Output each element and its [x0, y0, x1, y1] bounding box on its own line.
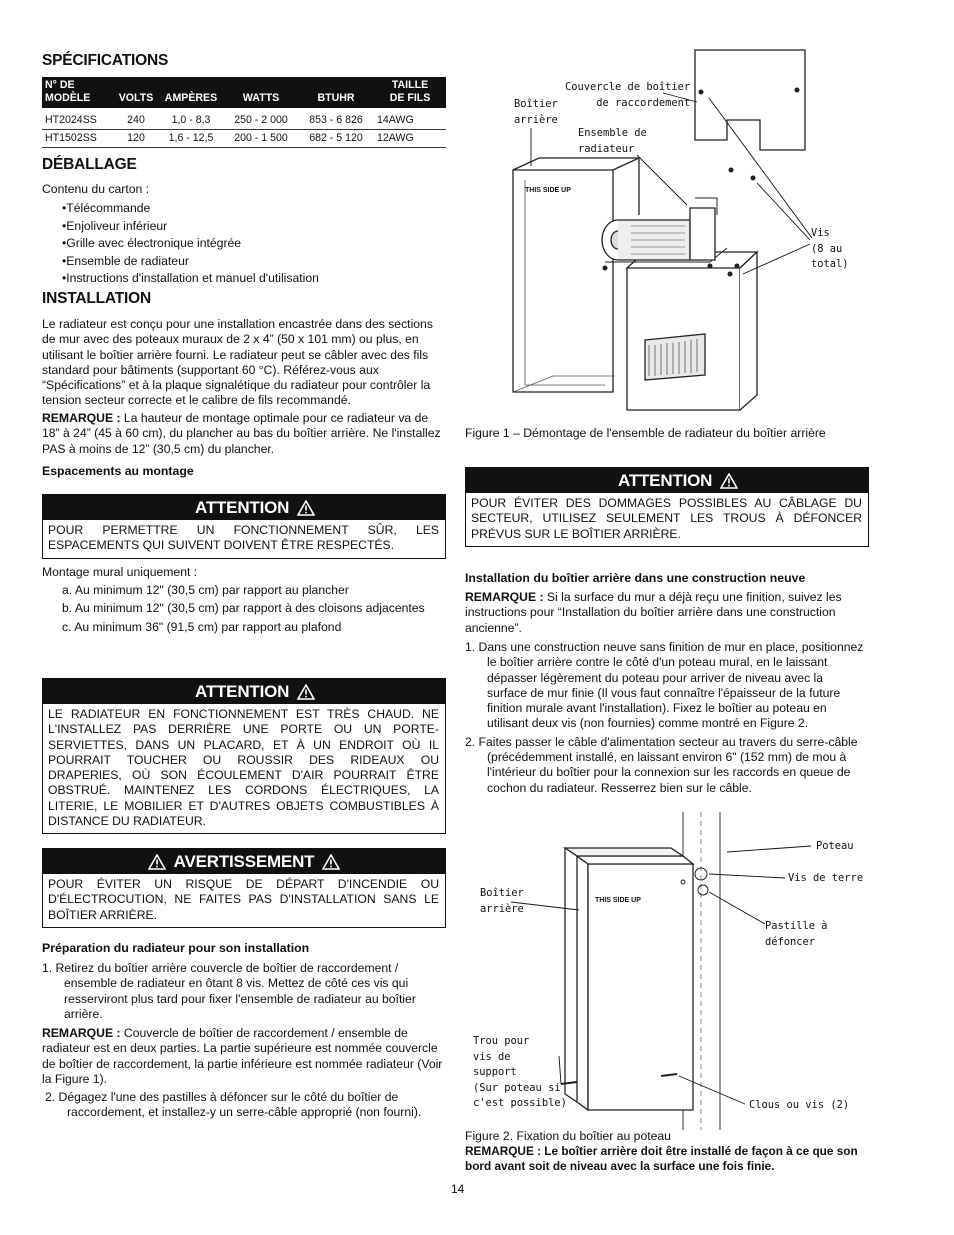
preparation-title: Préparation du radiateur pour son installation	[42, 941, 310, 955]
installation-remark: REMARQUE : La hauteur de montage optimale pour ce radiateur va de 18” à 24” (45 à 60 cm), du plancher au bas du boîtier arrière. Ne l'installez PAS à moins de 12” (30,5 cm) du plancher.	[42, 411, 441, 456]
label-back-box: Boîtier arrière	[514, 98, 558, 126]
figure-1	[465, 40, 869, 420]
list-item: • Enjoliveur inférieur	[62, 218, 319, 236]
list-item: 2. Faites passer le câble d'alimentation secteur au travers du serre-câble (précédemment installé, en laissant environ 6" (152 mm) de mou à l'intérieur du boîtier pour la connexion sur les raccords en queue de cochon du radiateur. Resserrez bien sur le câble.	[465, 734, 858, 795]
warning-header: AVERTISSEMENT	[43, 849, 445, 874]
figure-2-caption: Figure 2. Fixation du boîtier au poteau	[465, 1129, 671, 1143]
attention-box-hot	[42, 678, 446, 834]
attention-box-wiring	[465, 467, 869, 547]
warning-triangle-icon	[297, 500, 315, 516]
figure-1-caption: Figure 1 – Démontage de l'ensemble de radiateur du boîtier arrière	[465, 426, 826, 440]
col-amps: AMPÈRES	[164, 92, 218, 104]
label-back-box: Boîtier arrière	[480, 887, 524, 915]
specs-title: SPÉCIFICATIONS	[42, 52, 169, 69]
col-btuhr: BTUHR	[317, 92, 355, 104]
warning-triangle-icon	[322, 854, 340, 870]
label-heater-assembly: Ensemble de radiateur	[578, 127, 647, 155]
list-item: • Instructions d'installation et manuel d'utilisation	[62, 270, 319, 288]
warning-triangle-icon	[148, 854, 166, 870]
new-construction-title: Installation du boîtier arrière dans une construction neuve	[465, 571, 806, 585]
mounting-intro: Montage mural uniquement :	[42, 565, 198, 579]
figure-2-remark: REMARQUE : Le boîtier arrière doit être installé de façon à ce que son bord avant soit de niveau avec la surface une fois finie.	[465, 1144, 858, 1174]
list-item: a. Au minimum 12" (30,5 cm) par rapport au plancher	[62, 583, 349, 597]
list-item: 2. Dégagez l'une des pastilles à défoncer sur le côté du boîtier de raccordement, et installez-y un serre-câble approprié (non fourni).	[45, 1090, 422, 1120]
attention-text: POUR ÉVITER DES DOMMAGES POSSIBLES AU CÂBLAGE DU SECTEUR, UTILISEZ SEULEMENT LES TROUS À DÉFONCER PRÉVUS SUR LE BOÎTIER ARRIÈRE.	[471, 496, 862, 541]
unpacking-intro: Contenu du carton :	[42, 182, 150, 196]
label-screws: Vis (8 au total)	[811, 227, 849, 270]
mounting-list	[62, 583, 432, 635]
installation-paragraph: Le radiateur est conçu pour une installation encastrée dans des sections de mur avec des poteaux muraux de 2 x 4” (50 x 101 mm) ou plus, en utilisant le boîtier arrière fourni. Le radiateur peut se câbler avec des fils standard pour bâtiments (supportant 60 °C). Référez-vous aux “Spécifications” et à la plaque signalétique du radiateur pour contrôler la tension secteur correcte et le calibre de fils recommandé.	[42, 317, 433, 408]
col-model: N° DE MODÈLE	[45, 79, 91, 104]
label-knockout: Pastille à défoncer	[765, 920, 828, 948]
warning-triangle-icon	[720, 473, 738, 489]
label-junction-cover: Couvercle de boîtier de raccordement	[565, 81, 691, 109]
attention-text: POUR PERMETTRE UN FONCTIONNEMENT SÛR, LES ESPACEMENTS QUI SUIVENT DOIVENT ÊTRE RESPECTÉS.	[48, 523, 439, 553]
list-item: b. Au minimum 12" (30,5 cm) par rapport à des cloisons adjacentes	[62, 601, 425, 616]
new-construction-steps	[465, 640, 865, 796]
table-row: HT1502SS 120 1,6 - 12,5 200 - 1 500 682 - 5 120 12AWG	[42, 130, 446, 148]
preparation-steps-2	[45, 1090, 445, 1121]
list-item: • Ensemble de radiateur	[62, 253, 319, 271]
specs-header-row	[42, 77, 446, 108]
page-number: 14	[451, 1182, 465, 1196]
this-side-up-stamp: THIS SIDE UP	[595, 897, 641, 904]
list-item: 1. Dans une construction neuve sans finition de mur en place, positionnez le boîtier arrière contre le côté d'un poteau mural, en le laissant dépasser légèrement du poteau pour arriver de niveau avec la surface de mur finie (Il vous faut connaître l'épaisseur de la future finition murale avant l'installation). Fixez le boîtier au poteau en utilisant deux vis (non fournies) comme montré en Figure 2.	[465, 640, 864, 731]
table-row: HT2024SS 240 1,0 - 8,3 250 - 2 000 853 - 6 826 14AWG	[42, 108, 446, 130]
list-item: • Grille avec électronique intégrée	[62, 235, 319, 253]
preparation-remark: REMARQUE : Couvercle de boîtier de raccordement / ensemble de radiateur est en deux parties. La partie supérieure est nommée couvercle de boîtier de raccordement, la partie inférieure est nommée radiateur (Voir la Figure 1).	[42, 1026, 443, 1086]
attention-header: ATTENTION	[466, 468, 868, 493]
col-watts: WATTS	[242, 92, 280, 104]
installation-title: INSTALLATION	[42, 290, 151, 307]
figure-2	[465, 812, 869, 1130]
new-construction-remark: REMARQUE : Si la surface du mur a déjà reçu une finition, suivez les instructions pour “Installation du boîtier arrière dans une construction ancienne”.	[465, 590, 842, 635]
warning-triangle-icon	[297, 684, 315, 700]
attention-box-clearances	[42, 494, 446, 559]
specs-table	[42, 77, 446, 148]
preparation-steps	[42, 961, 442, 1022]
unpacking-title: DÉBALLAGE	[42, 156, 137, 173]
contents-list	[62, 200, 319, 288]
warning-text: POUR ÉVITER UN RISQUE DE DÉPART D'INCENDIE OU D'ÉLECTROCUTION, NE FAITES PAS D'INSTALLATION SANS LE BOÎTIER ARRIÈRE.	[48, 877, 439, 922]
list-item: 1. Retirez du boîtier arrière couvercle de boîtier de raccordement / ensemble de radiateur en ôtant 8 vis. Mettez de côté ces vis qui resserviront plus tard pour fixer l'ensemble de radiateur au boîtier arrière.	[42, 961, 416, 1021]
label-stud: Poteau	[816, 840, 854, 852]
label-support-hole: Trou pour vis de support (Sur poteau si c'est possible)	[473, 1035, 567, 1109]
label-nails: Clous ou vis (2)	[749, 1099, 850, 1111]
junction-cover-outline	[695, 50, 805, 150]
attention-header: ATTENTION	[43, 495, 445, 520]
attention-header: ATTENTION	[43, 679, 445, 704]
col-volts: VOLTS	[118, 92, 154, 104]
label-ground-screw: Vis de terre	[788, 872, 864, 884]
back-box-outline	[513, 170, 613, 392]
col-wire: TAILLE DE FILS	[389, 79, 431, 104]
attention-text: LE RADIATEUR EN FONCTIONNEMENT EST TRÈS CHAUD. NE L'INSTALLEZ PAS DERRIÈRE UNE PORTE OU UN PORTE-SERVIETTES, DANS UN PLACARD, ET À UN ENDROIT OÙ IL POURRAIT TOUCHER OU ROUSSIR DES RIDEAUX OU DRAPERIES, OÙ SON ÉCOULEMENT D'AIR POURRAIT ÊTRE OBSTRUÉ. MAINTENEZ LES CORDONS ÉLECTRIQUES, LA LITERIE, LE MOBILIER ET D'AUTRES OBJETS COMBUSTIBLES À DISTANCE DU RADIATEUR.	[48, 707, 439, 829]
list-item: • Télécommande	[62, 200, 319, 218]
warning-box	[42, 848, 446, 928]
clearances-title: Espacements au montage	[42, 464, 194, 478]
this-side-up-stamp: THIS SIDE UP	[525, 187, 571, 194]
list-item: c. Au minimum 36" (91,5 cm) par rapport au plafond	[62, 619, 342, 634]
